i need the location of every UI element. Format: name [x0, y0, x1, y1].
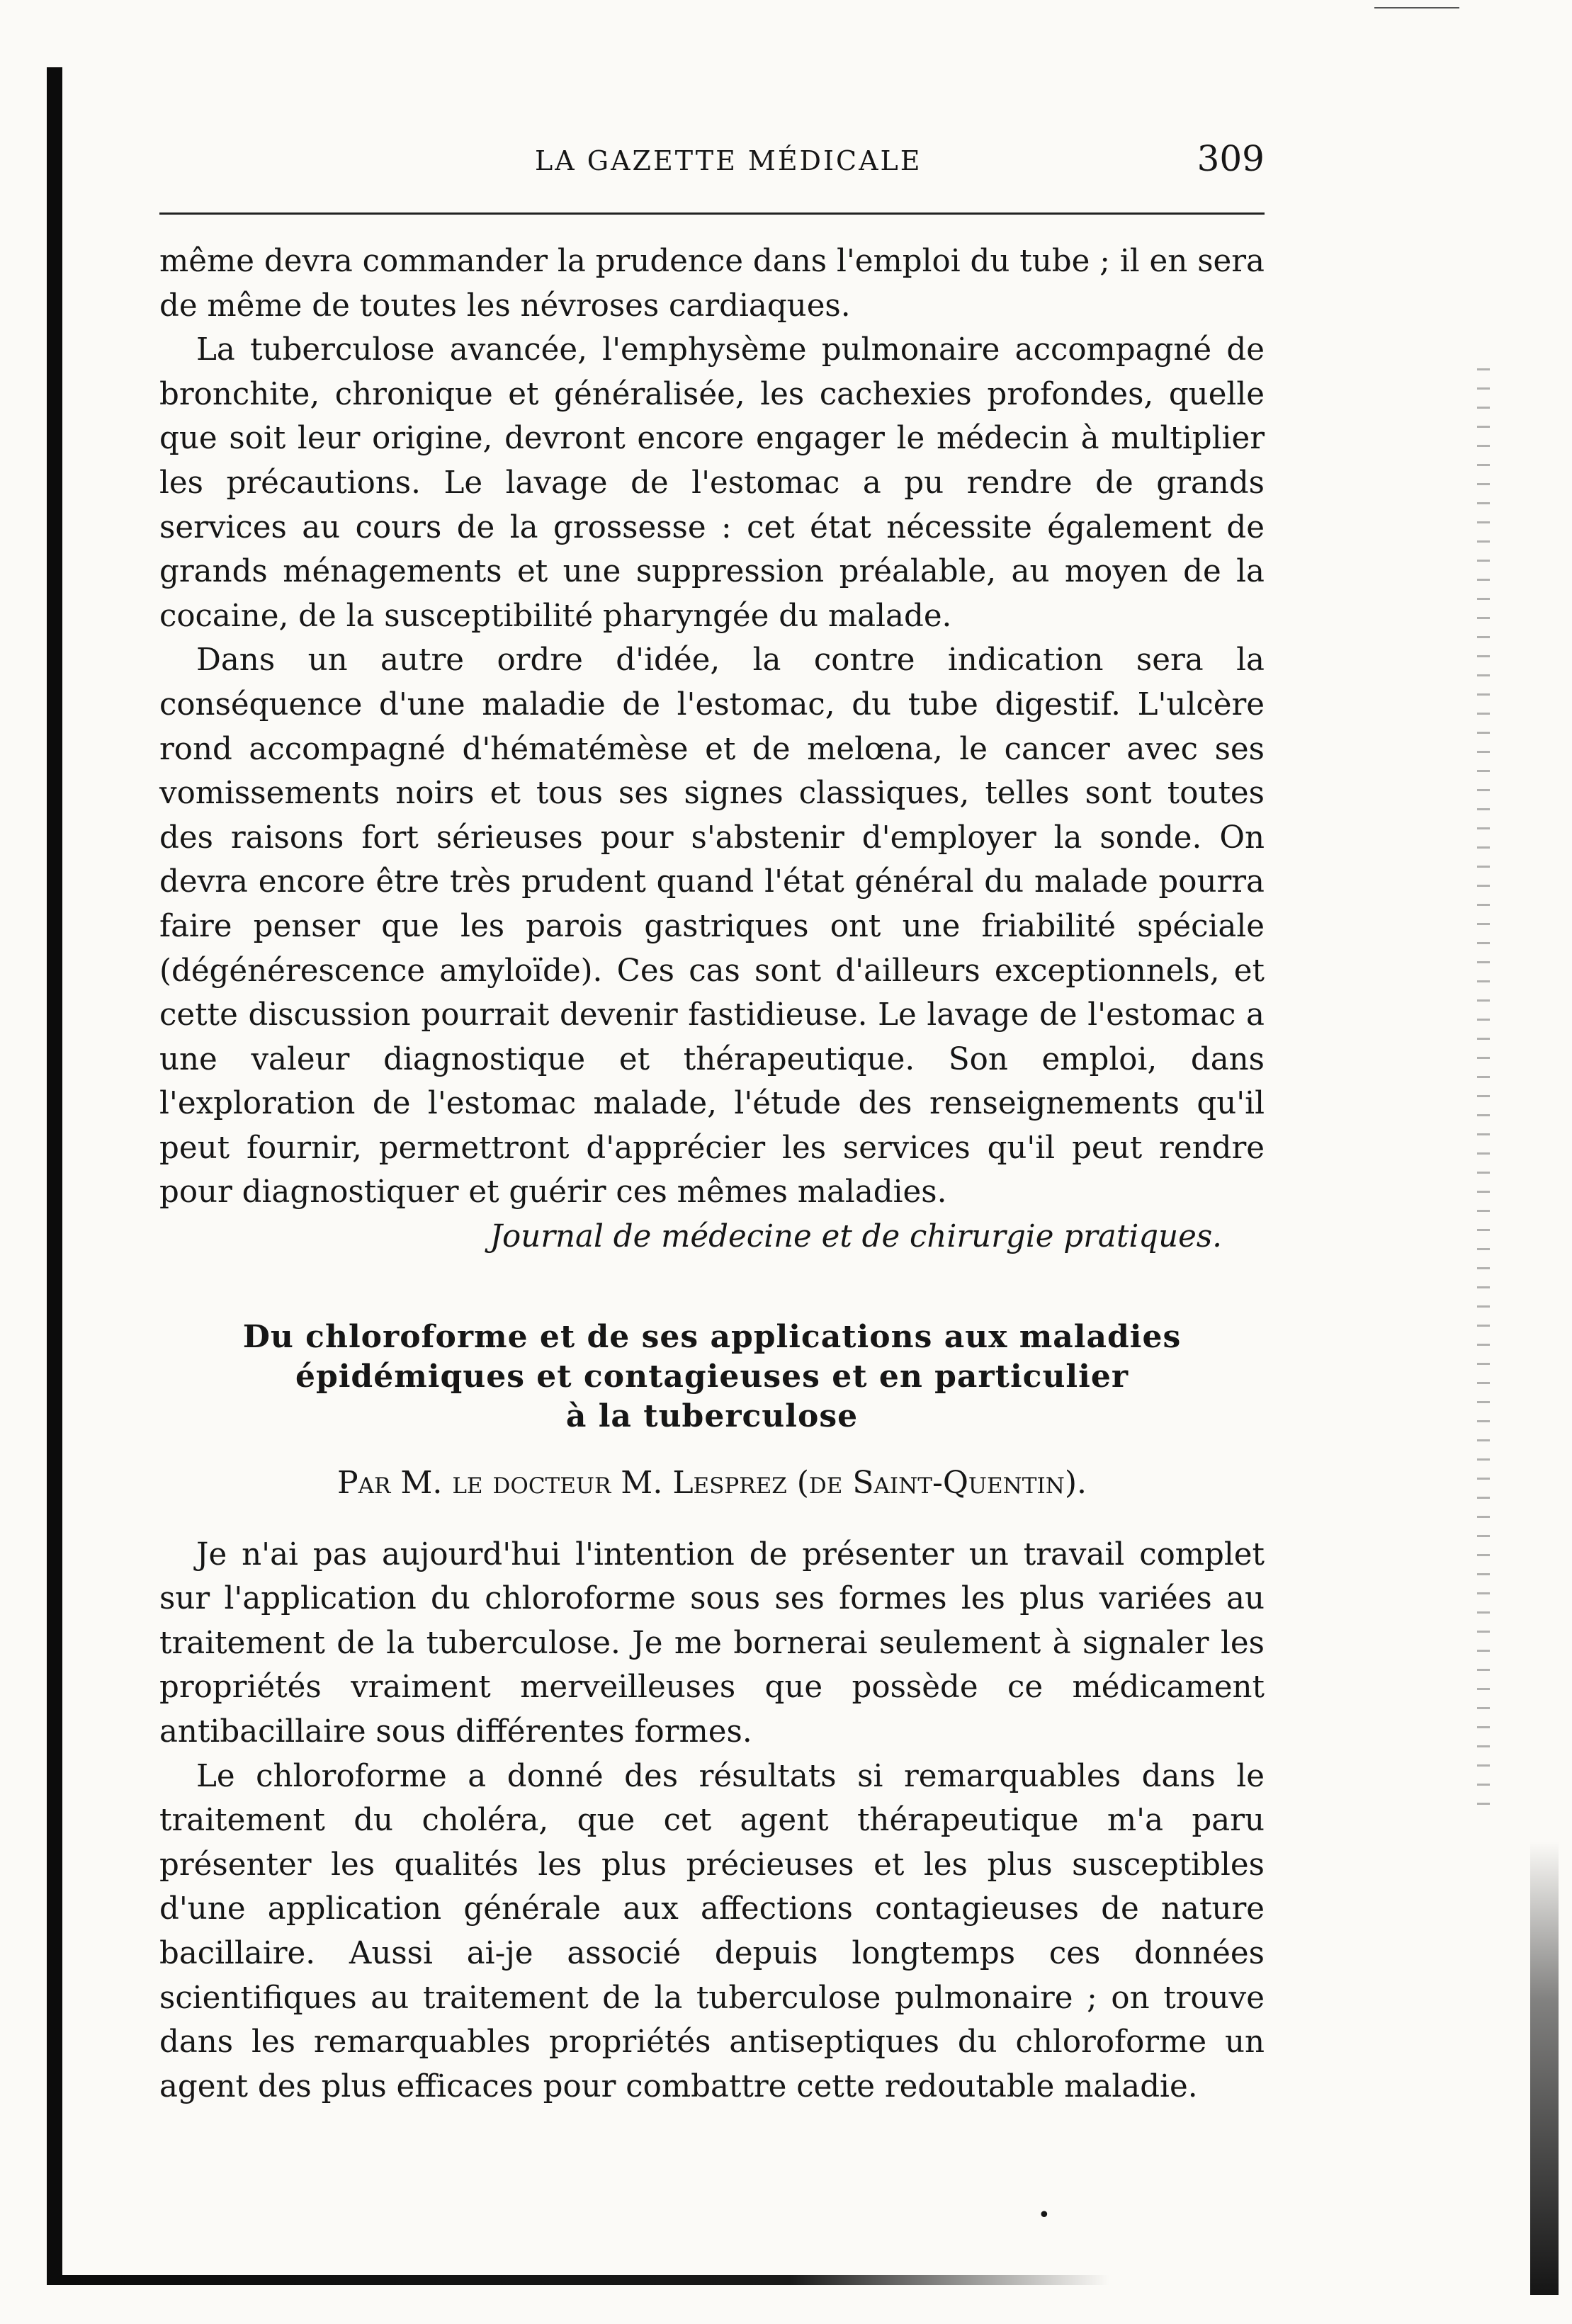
journal-title: LA GAZETTE MÉDICALE — [535, 145, 922, 176]
author-line: Par M. le docteur M. Lesprez (de Saint-Quentin). — [337, 1464, 1087, 1501]
running-head — [159, 138, 1265, 188]
scan-border-bottom — [47, 2275, 1109, 2285]
ink-dot: • — [1038, 2203, 1051, 2228]
article-title-line: épidémiques et contagieuses et en particulier — [295, 1358, 1129, 1395]
source-citation: Journal de médecine et de chirurgie pratiques. — [490, 1219, 1222, 1255]
scan-speckle — [1477, 368, 1490, 1820]
paragraph: Dans un autre ordre d'idée, la contre indication sera la conséquence d'une maladie de l'estomac, du tube digestif. L'ulcère rond accompagné d'hématémèse et de melœna, le cancer avec ses vomissements noirs et tous ses signes classiques, telles sont toutes des raisons fort sérieuses pour s'abstenir d'employer la sonde. On devra encore être très prudent quand l'état général du malade pourra faire penser que les parois gastriques ont une friabilité spéciale (dégénérescence amyloïde). Ces cas sont d'ailleurs exceptionnels, et cette discussion pourrait devenir fastidieuse. Le lavage de l'estomac a une valeur diagnostique et thérapeutique. Son emploi, dans l'exploration de l'estomac malade, l'étude des renseignements qu'il peut fournir, permettront d'apprécier les services qu'il peut rendre pour diagnostiquer et guérir ces mêmes maladies. — [159, 642, 1265, 1211]
page-number: 309 — [1197, 138, 1265, 179]
paragraph-continued: même devra commander la prudence dans l'emploi du tube ; il en sera de même de toutes les névroses cardiaques. — [159, 244, 1265, 324]
scan-border-right — [1530, 1842, 1559, 2295]
article-title — [159, 1317, 1265, 1436]
scan-edge-mark — [1374, 7, 1459, 8]
paragraph: La tuberculose avancée, l'emphysème pulmonaire accompagné de bronchite, chronique et généralisée, les cachexies profondes, quelle que soit leur origine, devront encore engager le médecin à multiplier les précautions. Le lavage de l'estomac a pu rendre de grands services au cours de la grossesse : cet état nécessite également de grands ménagements et une suppression préalable, au moyen de la cocaine, de la susceptibilité pharyngée du malade. — [159, 332, 1265, 634]
article-title-line: Du chloroforme et de ses applications aux maladies — [242, 1318, 1182, 1355]
text-column — [159, 239, 1265, 2109]
paragraph: Je n'ai pas aujourd'hui l'intention de présenter un travail complet sur l'application du chloroforme sous ses formes les plus variées au traitement de la tuberculose. Je me bornerai seulement à signaler les propriétés vraiment merveilleuses que possède ce médicament antibacillaire sous différentes formes. — [159, 1536, 1265, 1750]
header-rule — [159, 212, 1265, 215]
scan-border-left — [47, 67, 62, 2284]
paragraph: Le chloroforme a donné des résultats si remarquables dans le traitement du choléra, que cet agent thérapeutique m'a paru présenter les qualités les plus précieuses et les plus susceptibles d'une application générale aux affections contagieuses de nature bacillaire. Aussi ai-je associé depuis longtemps ces données scientifiques au traitement de la tuberculose pulmonaire ; on trouve dans les remarquables propriétés antiseptiques du chloroforme un agent des plus efficaces pour combattre cette redoutable maladie. — [159, 1758, 1265, 2104]
article-title-line: à la tuberculose — [565, 1398, 859, 1434]
